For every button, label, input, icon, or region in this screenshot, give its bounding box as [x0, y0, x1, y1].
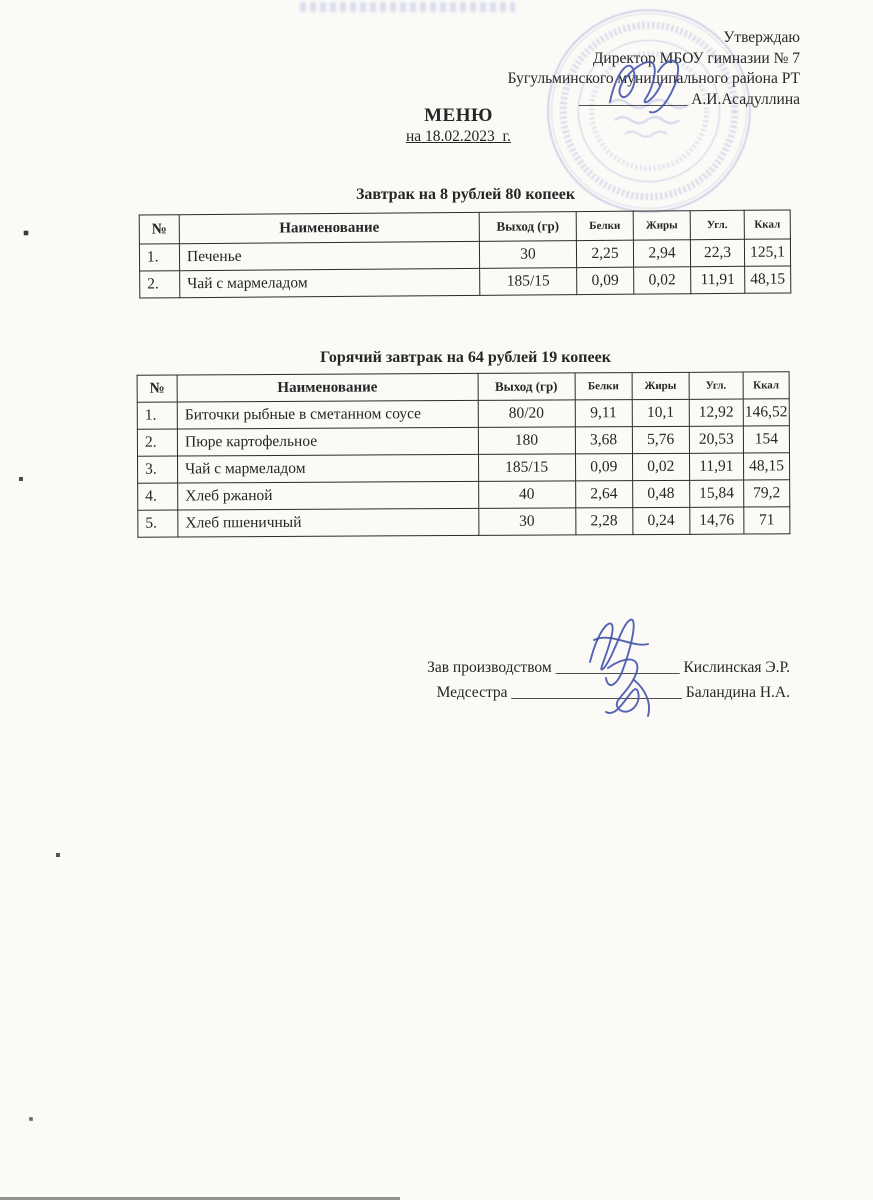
item-kcal: 154	[743, 426, 789, 453]
item-name: Чай с мармеладом	[178, 454, 479, 483]
col-header-proteins: Белки	[575, 373, 632, 400]
item-kcal: 71	[744, 507, 790, 534]
item-output: 40	[478, 481, 575, 509]
nurse-name: Баландина Н.А.	[685, 684, 790, 701]
item-number: 5.	[138, 510, 178, 537]
item-carbs: 22,3	[690, 239, 744, 266]
item-carbs: 11,91	[691, 266, 745, 293]
item-kcal: 79,2	[744, 480, 790, 507]
item-number: 2.	[140, 271, 180, 298]
item-kcal: 125,1	[744, 239, 790, 266]
item-proteins: 2,28	[575, 508, 632, 535]
item-carbs: 20,53	[689, 426, 743, 453]
item-proteins: 9,11	[575, 400, 632, 427]
col-header-kcal: Ккал	[743, 372, 789, 399]
item-output: 180	[478, 427, 575, 455]
item-name: Хлеб ржаной	[178, 481, 479, 510]
item-fats: 10,1	[632, 399, 689, 426]
col-header-carbs: Угл.	[690, 210, 744, 239]
col-header-output: Выход (гр)	[478, 373, 575, 401]
nurse-label: Медсестра	[436, 684, 508, 701]
approval-district-line: Бугульминского муниципального района РТ	[507, 70, 800, 87]
col-header-carbs: Угл.	[689, 372, 743, 399]
table-row	[138, 453, 790, 483]
col-header-name: Наименование	[177, 373, 478, 402]
item-fats: 0,48	[632, 480, 689, 507]
item-number: 1.	[137, 402, 177, 429]
table-row	[137, 426, 789, 456]
hot-breakfast-table	[137, 371, 791, 537]
ink-bleed-artifact	[300, 2, 515, 12]
breakfast-heading: Завтрак на 8 рублей 80 копеек	[355, 186, 576, 203]
scan-specks	[0, 0, 2, 2]
item-fats: 5,76	[632, 426, 689, 453]
nurse-signature	[578, 650, 684, 724]
item-name: Печенье	[179, 241, 479, 270]
item-kcal: 146,52	[743, 399, 789, 426]
col-header-kcal: Ккал	[744, 210, 790, 239]
col-header-number: №	[139, 215, 179, 244]
item-carbs: 12,92	[689, 399, 743, 426]
approval-signature	[596, 42, 706, 120]
item-output: 30	[478, 508, 575, 536]
item-name: Чай с мармеладом	[180, 268, 480, 297]
item-output: 80/20	[478, 400, 575, 428]
item-proteins: 2,25	[576, 240, 633, 267]
breakfast-table	[139, 209, 792, 298]
item-kcal: 48,15	[743, 453, 789, 480]
approval-word: Утверждаю	[723, 29, 800, 46]
nurse-rule: ______________________	[511, 684, 682, 701]
table-row	[137, 399, 789, 429]
item-output: 30	[479, 241, 576, 269]
col-header-name: Наименование	[179, 212, 479, 243]
item-carbs: 14,76	[690, 507, 744, 534]
item-kcal: 48,15	[745, 266, 791, 293]
col-header-proteins: Белки	[576, 211, 633, 240]
item-proteins: 2,64	[575, 481, 632, 508]
col-header-output: Выход (гр)	[479, 212, 576, 242]
hot-breakfast-heading: Горячий завтрак на 64 рублей 19 копеек	[320, 349, 611, 366]
item-fats: 0,02	[632, 453, 689, 480]
item-proteins: 0,09	[577, 267, 634, 294]
approval-signature-rule: ______________	[578, 90, 688, 108]
col-header-number: №	[137, 375, 177, 402]
table-header-row	[137, 372, 789, 402]
table-row	[138, 480, 790, 510]
item-number: 2.	[137, 429, 177, 456]
item-fats: 0,02	[634, 267, 691, 294]
production-manager-rule: ________________	[555, 659, 680, 676]
item-carbs: 11,91	[689, 453, 743, 480]
item-name: Биточки рыбные в сметанном соусе	[177, 400, 478, 429]
menu-title: МЕНЮ	[424, 105, 493, 126]
item-carbs: 15,84	[689, 480, 743, 507]
production-manager-label: Зав производством	[427, 659, 552, 676]
item-output: 185/15	[480, 268, 577, 296]
item-name: Пюре картофельное	[177, 427, 478, 456]
table-row	[138, 507, 790, 537]
approver-name: А.И.Асадуллина	[691, 90, 800, 108]
menu-date: на 18.02.2023_г.	[405, 128, 512, 145]
item-name: Хлеб пшеничный	[178, 508, 479, 537]
production-manager-name: Кислинская Э.Р.	[683, 659, 790, 676]
item-fats: 2,94	[633, 240, 690, 267]
item-proteins: 0,09	[575, 454, 632, 481]
item-number: 1.	[139, 244, 179, 271]
approval-director-line: Директор МБОУ гимназии № 7	[592, 49, 800, 67]
item-proteins: 3,68	[575, 427, 632, 454]
item-fats: 0,24	[632, 507, 689, 534]
table-row	[140, 266, 791, 298]
col-header-fats: Жиры	[632, 372, 689, 399]
item-number: 4.	[138, 483, 178, 510]
col-header-fats: Жиры	[633, 211, 690, 240]
item-number: 3.	[138, 456, 178, 483]
item-output: 185/15	[478, 454, 575, 482]
